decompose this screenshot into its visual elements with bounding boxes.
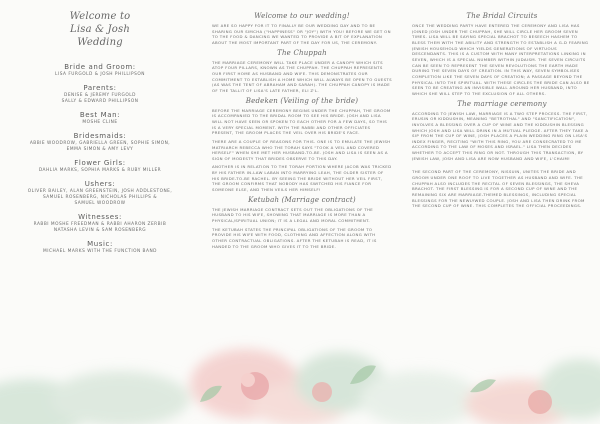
circuits-heading: The Bridal Circuits	[466, 12, 538, 20]
circuits-paragraph: ONCE THE WEDDING PARTY HAVE ENTERED THE CEREMONY AND LISA HAS JOINED JOSH UNDER THE CHUPPAH, SHE WILL CIRCLE HER GROOM SEVEN TIMES. LISA WILL BE SAYING SPECIAL BRACHOT TO BESEECH HASHEM TO BLESS THEM WITH THE ABILITY AND STRENGTH TO ESTABLISH A G-D FEARING JEWISH HOUSEHOLD WHICH YIELDS GENERATIONS OF VIRTUOUS DESCENDANTS. THIS IS A CUSTOM WITH MANY INTERPRETATIONS LINKING IN SEVEN, WHICH IS A SPECIAL NUMBER WITHIN JUDAISM. THE SEVEN CIRCUITS CAN BE SEEN TO REPRESENT THE SEVEN REVOLUTIONS THE EARTH MADE DURING THE SEVEN DAYS OF CREATION. IN THIS WAY, SEVEN SYMBOLISES COMPLETION LIKE THE SEVEN DAYS OF CREATION; A PASSAGE BEYOND THE PHYSICAL INTO THE SPIRITUAL. WITH THESE CIRCLES THE BRIDE CAN ALSO BE SEEN TO BE CREATING AN INVISIBLE WALL AROUND HER HUSBAND, INTO WHICH SHE WILL STEP TO THE EXCLUSION OF ALL OTHERS.	[412, 23, 590, 96]
ketubah-paragraph: THE JEWISH MARRIAGE CONTRACT SETS OUT THE OBLIGATIONS OF THE HUSBAND TO HIS WIFE, SHOWING THAT MARRIAGE IS MORE THAN A PHYSICAL/SPIRITUAL UNION; IT IS A LEGAL AND MORAL COMMITMENT.	[212, 206, 374, 224]
name-line: DENISE & JEREMY FURGOLD	[64, 93, 136, 98]
name-line: EMMA SIMON & AMY LEVY	[66, 147, 134, 152]
welcome-heading: Welcome to our wedding!	[254, 12, 350, 20]
role-heading: Flower Girls:	[74, 159, 126, 167]
ceremony-paragraph: ACCORDING TO JEWISH LAW, MARRIAGE IS A TWO STEP PROCESS. THE FIRST, ERUSIN OR KIDDUSHIN, MEANING "BETROTHAL" AND "SANCTIFICATION", INVOLVES A BLESSING OVER A CUP OF WINE AND THE KIDDUSHIN BLESSING WHICH JOSH AND LISA WILL DRINK IN A MUTUAL PLEDGE. AFTER THEY TAKE A SIP FROM THE CUP OF WINE, JOSH PLACES A PLAIN WEDDING RING ON LISA'S INDEX FINGER, RECITING "WITH THIS RING, YOU ARE CONSECRATED TO ME ACCORDING TO THE LAW OF MOSES AND ISRAEL." LISA THEN DECIDES WHETHER TO ACCEPT THIS RING OR NOT. THROUGH THIS TRANSACTION, BY JEWISH LAW, JOSH AND LISA ARE NOW HUSBAND AND WIFE, L'CHAIM!	[412, 110, 589, 161]
bedeken-heading: Bedeken (Veiling of the bride)	[245, 96, 359, 105]
role-heading: Bridesmaids:	[73, 132, 127, 140]
role-heading: Bride and Groom:	[64, 63, 136, 71]
role-heading: Ushers:	[84, 180, 116, 188]
ketubah-heading: Ketubah (Marriage contract)	[248, 195, 356, 204]
ketubah-paragraph: THE KETUBAH STATES THE PRINCIPAL OBLIGATIONS OF THE GROOM TO PROVIDE HIS WIFE WITH FOOD, CLOTHING AND AFFECTION ALONG WITH OTHER CONTRACTUAL OBLIGATIONS. AFTER THE KETUBAH IS READ, IT IS HANDED TO THE GROOM WHO GIVES IT TO THE BRIDE.	[212, 226, 377, 249]
intro-paragraph: WE ARE SO HAPPY FOR IT TO FINALLY BE OUR WEDDING DAY AND TO BE SHARING OUR SIMCHA ("HAPPINESS" OR "JOY") WITH YOU! BEFORE WE GET ON TO THE FOOD & DANCING WE WANTED TO PROVIDE A BIT OF EXPLANATION ABOUT THE MOST IMPORTANT PART OF THE DAY FOR US, THE CEREMONY.	[212, 23, 391, 45]
bedeken-paragraph: ANOTHER IS IN RELATION TO THE TORAH PORTION WHERE JACOB WAS TRICKED BY HIS FATHER IN-LAW LABAN INTO MARRYING LEAH, THE OLDER SISTER OF HIS BRIDE-TO-BE RACHEL. BY SEEING THE BRIDE WITHOUT HER VEIL FIRST, THE GROOM CONFIRMS THAT NOBODY HAS SWITCHED HIS FIANCE FOR SOMEONE ELSE, AND THEN VEILS HER HIMSELF!	[212, 164, 392, 193]
name-line: RABBI MOSHE FREEDMAN & RABBI AHARON ZERBIB	[33, 222, 167, 227]
ceremony-paragraph: THE SECOND PART OF THE CEREMONY, NISSUIN, UNITES THE BRIDE AND GROOM UNDER ONE ROOF TO LIVE TOGETHER AS HUSBAND AND WIFE. THE CHUPPAH ALSO INCLUDES THE RECITAL OF SEVEN BLESSINGS, THE SHEVA BRACHOT. THE FIRST BLESSING IS FOR A SECOND CUP OF WINE AND THE REMAINING SIX ARE MARRIAGE-THEMED BLESSINGS, INCLUDING SPECIAL BLESSINGS FOR THE NEWLYWED COUPLE. JOSH AND LISA THEN DRINK FROM THE SECOND CUP OF WINE. THIS COMPLETES THE OFFICIAL PROCEEDINGS.	[412, 169, 585, 209]
name-line: SAMUEL WOODROW	[74, 201, 126, 206]
role-names	[14, 189, 186, 207]
role-names	[14, 222, 186, 234]
chuppah-paragraph: THE MARRIAGE CEREMONY WILL TAKE PLACE UNDER A CANOPY WHICH SITS ATOP FOUR PILLARS, KNOWN AS THE CHUPPAH. THE CHUPPAH REPRESENTS OUR FIRST HOME AS HUSBAND AND WIFE. THIS DEMONSTRATES OUR COMMITMENT TO ESTABLISH A HOME WHICH WILL ALWAYS BE OPEN TO GUESTS (AS WAS THE TENT OF ABRAHAM AND SARAH). THE CHUPPAH CANOPY IS MADE OF THE TALLIT OF LISA'S LATE FATHER, ELI Z'L.	[212, 59, 392, 93]
role-heading: Music:	[87, 240, 113, 248]
role-names	[14, 249, 186, 255]
name-line: LISA FURGOLD & JOSH PHILLIPSON	[55, 72, 145, 77]
name-line: MICHAEL MARKS WITH THE FUNCTION BAND	[43, 249, 157, 254]
role-names	[14, 120, 186, 126]
name-line: DAHLIA MARKS, SOPHIA MARKS & RUBY MILLER	[38, 168, 162, 173]
name-line: SALLY & EDWARD PHILLIPSON	[61, 99, 139, 104]
role-names	[14, 168, 186, 174]
name-line: OLIVER BAILEY, ALAN GREENSTEIN, JOSH ADDLESTONE,	[27, 189, 173, 194]
bedeken-paragraph: THERE ARE A COUPLE OF REASONS FOR THIS. ONE IS TO EMULATE THE JEWISH MATRIARCH REBECCA WHO THE TORAH SAYS "TOOK A VEIL AND COVERED HERSELF" WHEN SHE MET HER HUSBAND-TO-BE. JOSH AND LISA IS SEEN AS A SIGN OF MODESTY THAT BRIDES OBSERVE TO THIS DAY.	[212, 138, 391, 161]
bedeken-paragraph: BEFORE THE MARRIAGE CEREMONY BEGINS UNDER THE CHUPPAH, THE GROOM IS ACCOMPANIED TO THE BRIDAL ROOM TO SEE HIS BRIDE. JOSH AND LISA WILL NOT HAVE SEEN OR SPOKEN TO EACH OTHER FOR A FEW DAYS, SO THIS IS A VERY SPECIAL MOMENT. WITH THE RABBI AND OTHER OFFICIATES PRESENT, THE GROOM PLACES THE VEIL OVER HIS BRIDE'S FACE.	[212, 107, 391, 136]
title-line: Lisa & Josh	[70, 24, 130, 35]
chuppah-heading: The Chuppah	[277, 48, 327, 57]
name-line: MOSHE CLINE	[82, 120, 118, 125]
role-heading: Parents:	[83, 84, 117, 92]
ceremony-heading: The marriage ceremony	[457, 99, 547, 108]
column-participants	[8, 10, 192, 416]
role-heading: Best Man:	[79, 111, 121, 119]
role-heading: Witnesses:	[78, 213, 122, 221]
role-names	[14, 72, 186, 78]
name-line: ABBIE WOODROW, GABRIELLA GREEN, SOPHIE SIMON,	[29, 141, 171, 146]
column-ceremony	[412, 10, 592, 416]
welcome-title	[8, 10, 192, 49]
name-line: NATASHA LEVIN & SAM ROSENBERG	[53, 228, 147, 233]
title-line: Welcome to	[69, 11, 131, 22]
role-names	[14, 93, 186, 105]
column-welcome	[212, 10, 392, 416]
title-line: Wedding	[77, 37, 123, 48]
role-names	[14, 141, 186, 153]
name-line: SAMUEL ROSENBERG, NICHOLAS PHILLIPS &	[42, 195, 158, 200]
